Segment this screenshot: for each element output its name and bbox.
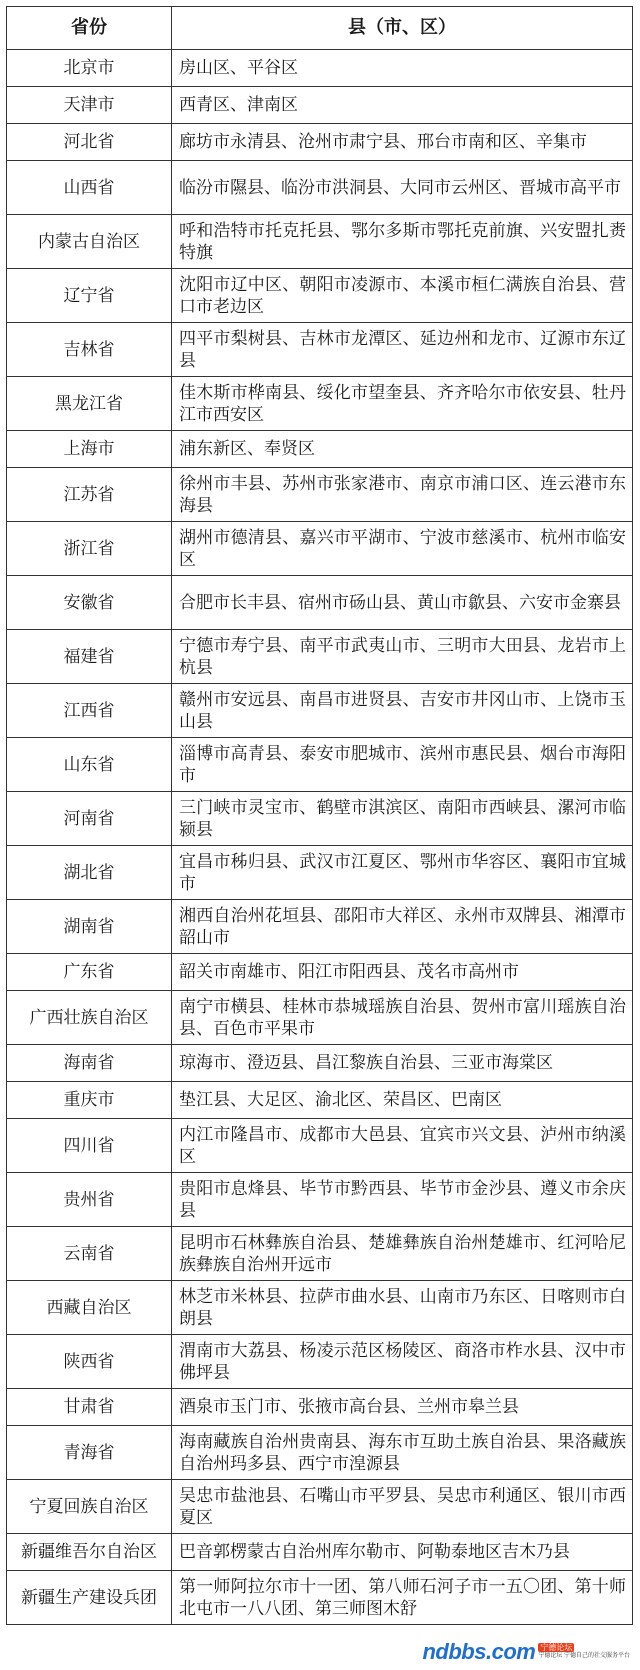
province-cell: 西藏自治区 bbox=[7, 1281, 172, 1335]
table-row bbox=[7, 1173, 633, 1227]
table-row bbox=[7, 377, 633, 431]
table-row bbox=[7, 1426, 633, 1480]
county-cell: 浦东新区、奉贤区 bbox=[172, 431, 633, 468]
table-row bbox=[7, 1045, 633, 1082]
table-row bbox=[7, 954, 633, 991]
table-row bbox=[7, 1534, 633, 1571]
table-row bbox=[7, 323, 633, 377]
table-row bbox=[7, 576, 633, 630]
table-row bbox=[7, 1281, 633, 1335]
county-cell: 赣州市安远县、南昌市进贤县、吉安市井冈山市、上饶市玉山县 bbox=[172, 684, 633, 738]
county-cell: 宁德市寿宁县、南平市武夷山市、三明市大田县、龙岩市上杭县 bbox=[172, 630, 633, 684]
province-cell: 河北省 bbox=[7, 124, 172, 161]
county-cell: 呼和浩特市托克托县、鄂尔多斯市鄂托克前旗、兴安盟扎赉特旗 bbox=[172, 215, 633, 269]
county-cell: 巴音郭楞蒙古自治州库尔勒市、阿勒泰地区吉木乃县 bbox=[172, 1534, 633, 1571]
province-cell: 广东省 bbox=[7, 954, 172, 991]
county-cell: 渭南市大荔县、杨凌示范区杨陵区、商洛市柞水县、汉中市佛坪县 bbox=[172, 1335, 633, 1389]
county-cell: 垫江县、大足区、渝北区、荣昌区、巴南区 bbox=[172, 1082, 633, 1119]
province-cell: 江西省 bbox=[7, 684, 172, 738]
province-cell: 上海市 bbox=[7, 431, 172, 468]
table-row bbox=[7, 991, 633, 1045]
table-row bbox=[7, 269, 633, 323]
table-body bbox=[7, 50, 633, 1625]
watermark-tagline: 宁德论坛 宁德自己的社交服务平台 bbox=[538, 1653, 630, 1659]
page bbox=[6, 6, 632, 1625]
watermark-logo: ndbbs.com bbox=[422, 1639, 536, 1664]
table-row bbox=[7, 1335, 633, 1389]
county-cell: 内江市隆昌市、成都市大邑县、宜宾市兴文县、泸州市纳溪区 bbox=[172, 1119, 633, 1173]
table-row bbox=[7, 50, 633, 87]
table-row bbox=[7, 900, 633, 954]
province-cell: 青海省 bbox=[7, 1426, 172, 1480]
province-cell: 新疆生产建设兵团 bbox=[7, 1571, 172, 1625]
table-row bbox=[7, 215, 633, 269]
province-cell: 云南省 bbox=[7, 1227, 172, 1281]
county-cell: 合肥市长丰县、宿州市砀山县、黄山市歙县、六安市金寨县 bbox=[172, 576, 633, 630]
table-row bbox=[7, 846, 633, 900]
province-cell: 天津市 bbox=[7, 87, 172, 124]
table-row bbox=[7, 87, 633, 124]
province-cell: 福建省 bbox=[7, 630, 172, 684]
county-cell: 第一师阿拉尔市十一团、第八师石河子市一五〇团、第十师北屯市一八八团、第三师图木舒 bbox=[172, 1571, 633, 1625]
county-cell: 淄博市高青县、泰安市肥城市、滨州市惠民县、烟台市海阳市 bbox=[172, 738, 633, 792]
province-cell: 山东省 bbox=[7, 738, 172, 792]
county-cell: 房山区、平谷区 bbox=[172, 50, 633, 87]
province-cell: 安徽省 bbox=[7, 576, 172, 630]
table-header-row bbox=[7, 7, 633, 50]
county-cell: 临汾市隰县、临汾市洪洞县、大同市云州区、晋城市高平市 bbox=[172, 161, 633, 215]
table-row bbox=[7, 684, 633, 738]
county-cell: 酒泉市玉门市、张掖市高台县、兰州市皋兰县 bbox=[172, 1389, 633, 1426]
province-cell: 河南省 bbox=[7, 792, 172, 846]
county-cell: 吴忠市盐池县、石嘴山市平罗县、吴忠市利通区、银川市西夏区 bbox=[172, 1480, 633, 1534]
site-watermark bbox=[418, 1638, 634, 1666]
table-row bbox=[7, 1571, 633, 1625]
county-cell: 四平市梨树县、吉林市龙潭区、延边州和龙市、辽源市东辽县 bbox=[172, 323, 633, 377]
county-cell: 昆明市石林彝族自治县、楚雄彝族自治州楚雄市、红河哈尼族彝族自治州开远市 bbox=[172, 1227, 633, 1281]
province-cell: 海南省 bbox=[7, 1045, 172, 1082]
province-cell: 广西壮族自治区 bbox=[7, 991, 172, 1045]
county-cell: 海南藏族自治州贵南县、海东市互助土族自治县、果洛藏族自治州玛多县、西宁市湟源县 bbox=[172, 1426, 633, 1480]
watermark-badge: 宁德论坛 bbox=[540, 1643, 573, 1652]
table-row bbox=[7, 161, 633, 215]
county-cell: 贵阳市息烽县、毕节市黔西县、毕节市金沙县、遵义市余庆县 bbox=[172, 1173, 633, 1227]
province-cell: 辽宁省 bbox=[7, 269, 172, 323]
table-row bbox=[7, 124, 633, 161]
table-row bbox=[7, 738, 633, 792]
province-cell: 山西省 bbox=[7, 161, 172, 215]
table-row bbox=[7, 792, 633, 846]
province-cell: 江苏省 bbox=[7, 468, 172, 522]
table-row bbox=[7, 431, 633, 468]
county-cell: 湘西自治州花垣县、邵阳市大祥区、永州市双牌县、湘潭市韶山市 bbox=[172, 900, 633, 954]
county-cell: 西青区、津南区 bbox=[172, 87, 633, 124]
province-cell: 浙江省 bbox=[7, 522, 172, 576]
table-row bbox=[7, 1082, 633, 1119]
province-cell: 四川省 bbox=[7, 1119, 172, 1173]
table-row bbox=[7, 630, 633, 684]
province-cell: 重庆市 bbox=[7, 1082, 172, 1119]
county-cell: 林芝市米林县、拉萨市曲水县、山南市乃东区、日喀则市白朗县 bbox=[172, 1281, 633, 1335]
province-cell: 新疆维吾尔自治区 bbox=[7, 1534, 172, 1571]
county-cell: 佳木斯市桦南县、绥化市望奎县、齐齐哈尔市依安县、牡丹江市西安区 bbox=[172, 377, 633, 431]
table-row bbox=[7, 522, 633, 576]
table-row bbox=[7, 1480, 633, 1534]
province-cell: 陕西省 bbox=[7, 1335, 172, 1389]
province-cell: 内蒙古自治区 bbox=[7, 215, 172, 269]
province-cell: 甘肃省 bbox=[7, 1389, 172, 1426]
watermark-sub bbox=[538, 1643, 630, 1661]
county-cell: 湖州市德清县、嘉兴市平湖市、宁波市慈溪市、杭州市临安区 bbox=[172, 522, 633, 576]
table-row bbox=[7, 468, 633, 522]
province-cell: 湖北省 bbox=[7, 846, 172, 900]
table-row bbox=[7, 1119, 633, 1173]
county-cell: 三门峡市灵宝市、鹤壁市淇滨区、南阳市西峡县、漯河市临颍县 bbox=[172, 792, 633, 846]
county-cell: 廊坊市永清县、沧州市肃宁县、邢台市南和区、辛集市 bbox=[172, 124, 633, 161]
county-cell: 琼海市、澄迈县、昌江黎族自治县、三亚市海棠区 bbox=[172, 1045, 633, 1082]
province-cell: 吉林省 bbox=[7, 323, 172, 377]
province-cell: 贵州省 bbox=[7, 1173, 172, 1227]
province-cell: 宁夏回族自治区 bbox=[7, 1480, 172, 1534]
county-cell: 南宁市横县、桂林市恭城瑶族自治县、贺州市富川瑶族自治县、百色市平果市 bbox=[172, 991, 633, 1045]
header-county: 县（市、区） bbox=[172, 7, 633, 50]
province-cell: 黑龙江省 bbox=[7, 377, 172, 431]
county-cell: 韶关市南雄市、阳江市阳西县、茂名市高州市 bbox=[172, 954, 633, 991]
table-row bbox=[7, 1389, 633, 1426]
header-province: 省份 bbox=[7, 7, 172, 50]
county-cell: 宜昌市秭归县、武汉市江夏区、鄂州市华容区、襄阳市宜城市 bbox=[172, 846, 633, 900]
table-row bbox=[7, 1227, 633, 1281]
province-cell: 湖南省 bbox=[7, 900, 172, 954]
province-cell: 北京市 bbox=[7, 50, 172, 87]
county-table bbox=[6, 6, 633, 1625]
county-cell: 沈阳市辽中区、朝阳市凌源市、本溪市桓仁满族自治县、营口市老边区 bbox=[172, 269, 633, 323]
county-cell: 徐州市丰县、苏州市张家港市、南京市浦口区、连云港市东海县 bbox=[172, 468, 633, 522]
